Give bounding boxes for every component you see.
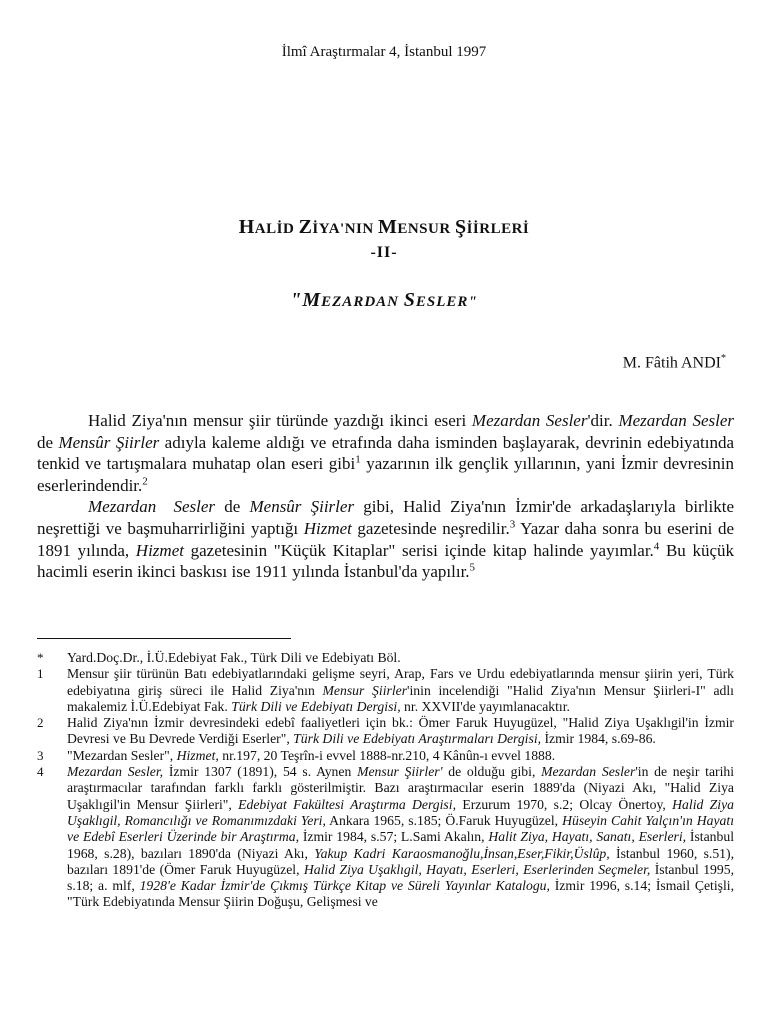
author-name: M. Fâtih ANDI* bbox=[622, 353, 726, 372]
part-number: -II- bbox=[370, 244, 398, 261]
footnote-1: 1 Mensur şiir türünün Batı edebiyatlarındaki gelişme seyri, Arap, Fars ve Urdu edebiyatlarında mensur şiirin yeri, Türk edebiyatına giriş süreci ile Halid Ziya'nın Mensur Şiirler'inin incelendiği "Halid Ziya'nın Mensur Şiirleri-I" adlı makalemiz İ.Ü.Edebiyat Fak. Türk Dili ve Edebiyatı Dergisi, nr. XXVII'de yayımlanacaktır. bbox=[37, 666, 734, 714]
footnote-ref: 2 bbox=[142, 475, 148, 488]
body-text bbox=[37, 410, 734, 583]
footnote-ref: 4 bbox=[653, 539, 660, 552]
paragraph-2: Mezardan Sesler de Mensûr Şiirler gibi, Halid Ziya'nın İzmir'de arkadaşlarıyla birlikte neşrettiği ve başmuharrirliğini yaptığı Hizmet gazetesinde neşredilir.$^3$ Yazar daha sonra bu eserini de 1891 yılında, Hizmet gazetesinin "Küçük Kitaplar" serisi içinde kitap halinde yayımlar.$^4$ Bu küçük hacimli eserin ikinci baskısı ise 1911 yılında İstanbul'da yapılır.$^5$ bbox=[37, 497, 734, 582]
footnotes bbox=[37, 650, 734, 911]
footnote-author: * Yard.Doç.Dr., İ.Ü.Edebiyat Fak., Türk Dili ve Edebiyatı Böl. bbox=[37, 650, 401, 665]
footnote-3: 3 "Mezardan Sesler", Hizmet, nr.197, 20 Teşrîn-i evvel 1888-nr.210, 4 Kânûn-ı evvel 1888. bbox=[37, 747, 556, 763]
footnote-ref: 5 bbox=[469, 561, 476, 574]
footnote-ref: 3 bbox=[509, 518, 516, 531]
article-subtitle: "MEZARDAN SESLER" bbox=[290, 289, 478, 311]
author-footnote-mark: * bbox=[721, 353, 726, 364]
footnote-4: 4 Mezardan Sesler, İzmir 1307 (1891), 54 s. Aynen Mensur Şiirler' de olduğu gibi, Mezardan Sesler'in de neşir tarihi araştırmacılar tarafından farklı farklı gösterilmiştir. Bazı araştırmacılar eserin 1889'da (Niyazi Akı, "Halid Ziya Uşaklıgil'in Mensur Şiirleri", Edebiyat Fakültesi Araştırma Dergisi, Erzurum 1970, s.2; Olcay Önertoy, Halid Ziya Uşaklıgil, Romancılığı ve Romanımızdaki Yeri, Ankara 1965, s.185; Ö.Faruk Huyugüzel, Hüseyin Cahit Yalçın'ın Hayatı ve Edebî Eserleri Üzerinde bir Araştırma, İzmir 1984, s.57; L.Sami Akalın, Halit Ziya, Hayatı, Sanatı, Eserleri, İstanbul 1968, s.28), bazıları 1890'da (Niyazi Akı, Yakup Kadri Karaosmanoğlu,İnsan,Eser,Fikir,Üslûp, İstanbul 1960, s.51), bazıları 1891'de (Ömer Faruk Huyugüzel, Halid Ziya Uşaklıgil, Hayatı, Eserleri, Eserlerinden Seçmeler, İstanbul 1995, s.18; a. mlf, 1928'e Kadar İzmir'de Çıkmış Türkçe Kitap ve Süreli Yayınlar Katalogu, İzmir 1996, s.14; İsmail Çetişli, "Türk Edebiyatında Mensur Şiirin Doğuşu, Gelişmesi ve bbox=[37, 764, 735, 910]
article-title: HALİD ZİYA'NIN MENSUR ŞİİRLERİ bbox=[238, 216, 530, 238]
paragraph-1: Halid Ziya'nın mensur şiir türünde yazdığı ikinci eseri Mezardan Sesler'dir. Mezardan Sesler de Mensûr Şiirler adıyla kaleme aldığı ve etrafında daha isminden başlayarak, devrinin edebiyatında tenkid ve tartışmalara muhatap olan eseri gibi$^1$ yazarının ilk gençlik yıllarının, yani İzmir devresinin eserlerindendir.$^2$ bbox=[37, 411, 734, 495]
footnote-separator bbox=[37, 638, 291, 639]
footnote-ref: 1 bbox=[355, 453, 361, 466]
footnote-2: 2 Halid Ziya'nın İzmir devresindeki edebî faaliyetleri için bk.: Ömer Faruk Huyugüzel, "Halid Ziya Uşaklıgil'in İzmir Devresi ve Bu Devrede Verdiği Eserler", Türk Dili ve Edebiyatı Araştırmaları Dergisi, İzmir 1984, s.69-86. bbox=[37, 715, 734, 747]
running-header: İlmî Araştırmalar 4, İstanbul 1997 bbox=[281, 44, 487, 60]
